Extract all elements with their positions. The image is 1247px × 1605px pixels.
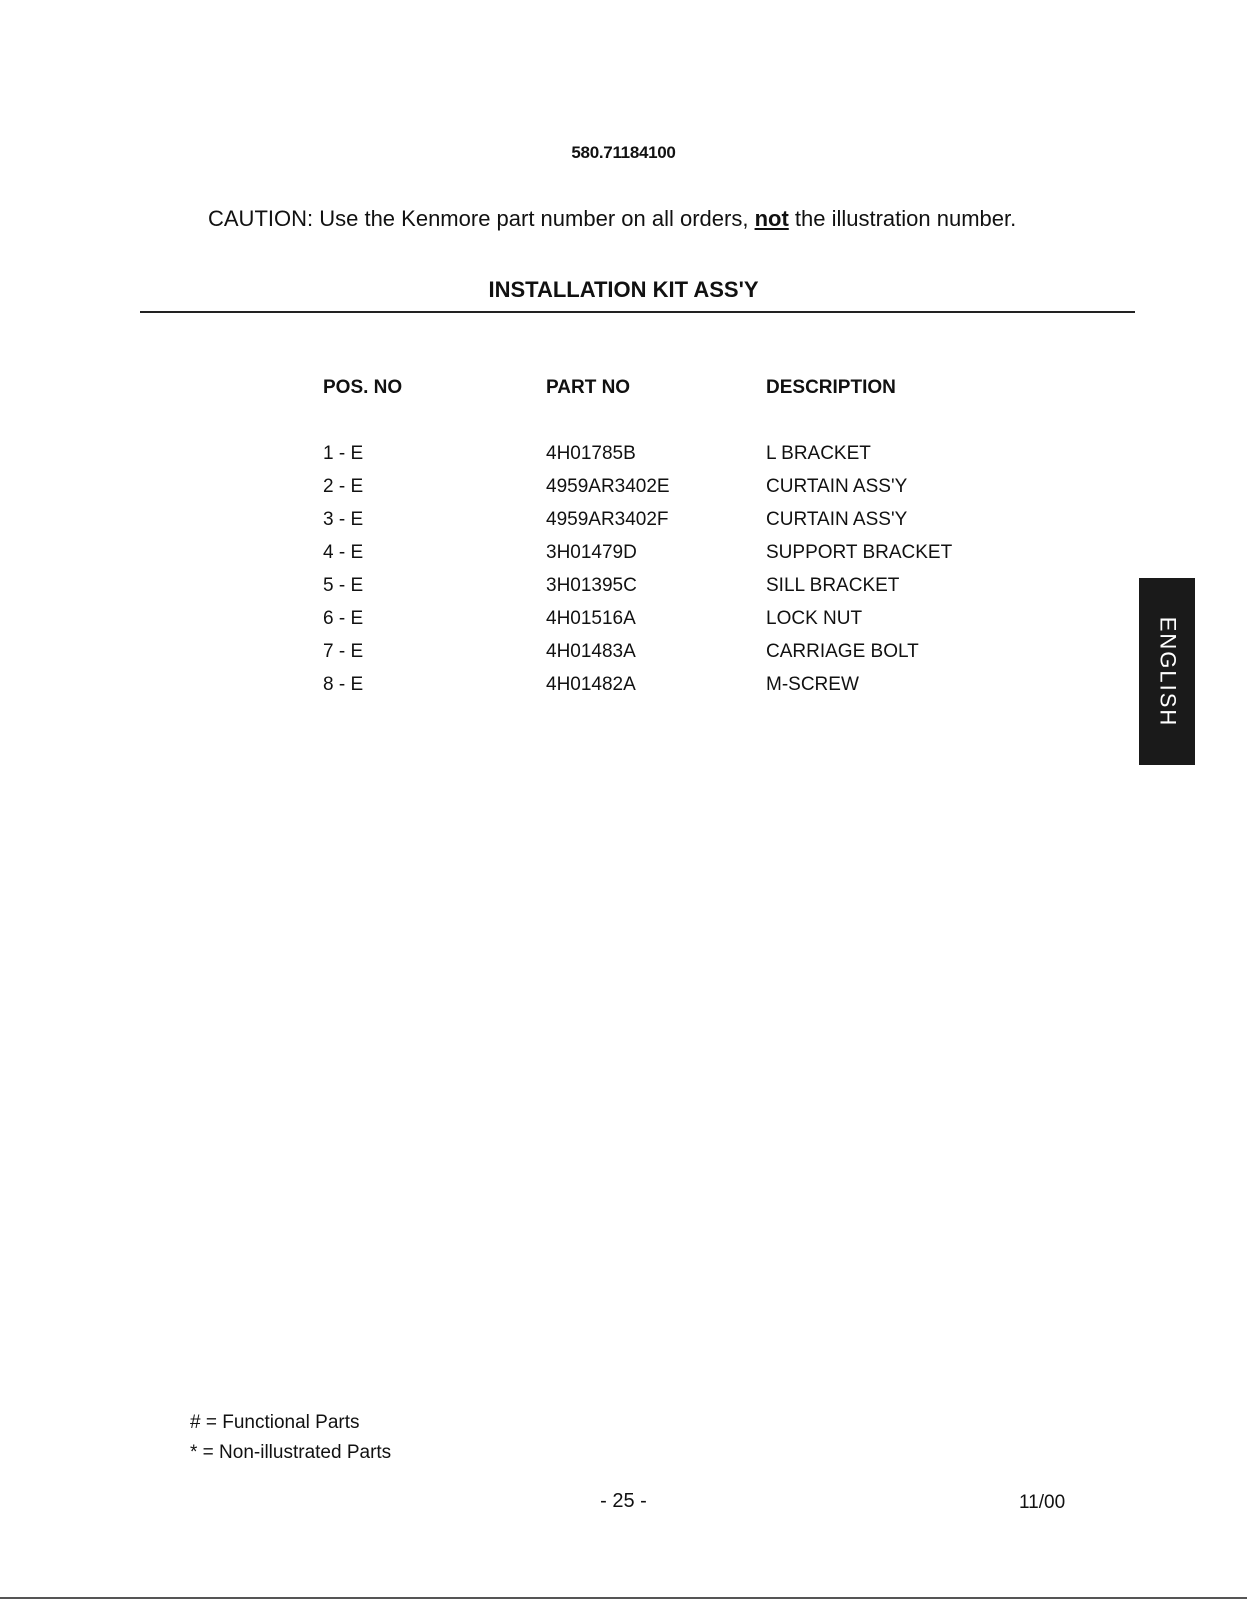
pos-no-cell: 7 - E xyxy=(323,641,364,662)
caution-suffix: the illustration number. xyxy=(788,206,1017,231)
description-cell: CURTAIN ASS'Y xyxy=(766,476,908,497)
description-cell: CURTAIN ASS'Y xyxy=(766,509,908,530)
part-no-cell: 4959AR3402E xyxy=(546,476,670,497)
pos-no-cell: 8 - E xyxy=(323,674,364,695)
part-no-cell: 4H01516A xyxy=(546,608,636,629)
part-no-cell: 3H01395C xyxy=(546,575,637,596)
caution-note xyxy=(208,206,1016,232)
description-cell: L BRACKET xyxy=(766,443,871,464)
description-cell: SILL BRACKET xyxy=(766,575,900,596)
column-header-description: DESCRIPTION xyxy=(766,377,896,398)
part-no-cell: 4H01482A xyxy=(546,674,636,695)
description-cell: CARRIAGE BOLT xyxy=(766,641,919,662)
description-cell: LOCK NUT xyxy=(766,608,863,629)
pos-no-cell: 5 - E xyxy=(323,575,364,596)
caution-prefix: CAUTION: Use the Kenmore part number on all orders, xyxy=(208,206,755,231)
footnote-non-illustrated: * = Non-illustrated Parts xyxy=(190,1442,392,1463)
pos-no-cell: 1 - E xyxy=(323,443,364,464)
pos-no-cell: 6 - E xyxy=(323,608,364,629)
section-title: INSTALLATION KIT ASS'Y xyxy=(488,277,759,302)
pos-no-cell: 3 - E xyxy=(323,509,364,530)
pos-no-cell: 2 - E xyxy=(323,476,364,497)
page-number: - 25 - xyxy=(600,1490,647,1512)
column-header-pos-no: POS. NO xyxy=(323,377,403,398)
caution-emphasis: not xyxy=(754,206,789,231)
language-tab-label: ENGLISH xyxy=(1155,616,1180,727)
page-edge-line xyxy=(0,1597,1247,1599)
language-tab xyxy=(1139,578,1195,765)
date-code: 11/00 xyxy=(1019,1492,1066,1513)
part-no-cell: 3H01479D xyxy=(546,542,637,563)
section-divider xyxy=(140,311,1135,313)
column-header-part-no: PART NO xyxy=(546,377,631,398)
description-cell: M-SCREW xyxy=(766,674,859,695)
part-no-cell: 4959AR3402F xyxy=(546,509,669,530)
pos-no-cell: 4 - E xyxy=(323,542,364,563)
part-no-cell: 4H01785B xyxy=(546,443,636,464)
footnote-functional: # = Functional Parts xyxy=(190,1412,360,1433)
description-cell: SUPPORT BRACKET xyxy=(766,542,953,563)
part-no-cell: 4H01483A xyxy=(546,641,636,662)
model-number: 580.71184100 xyxy=(571,143,676,162)
